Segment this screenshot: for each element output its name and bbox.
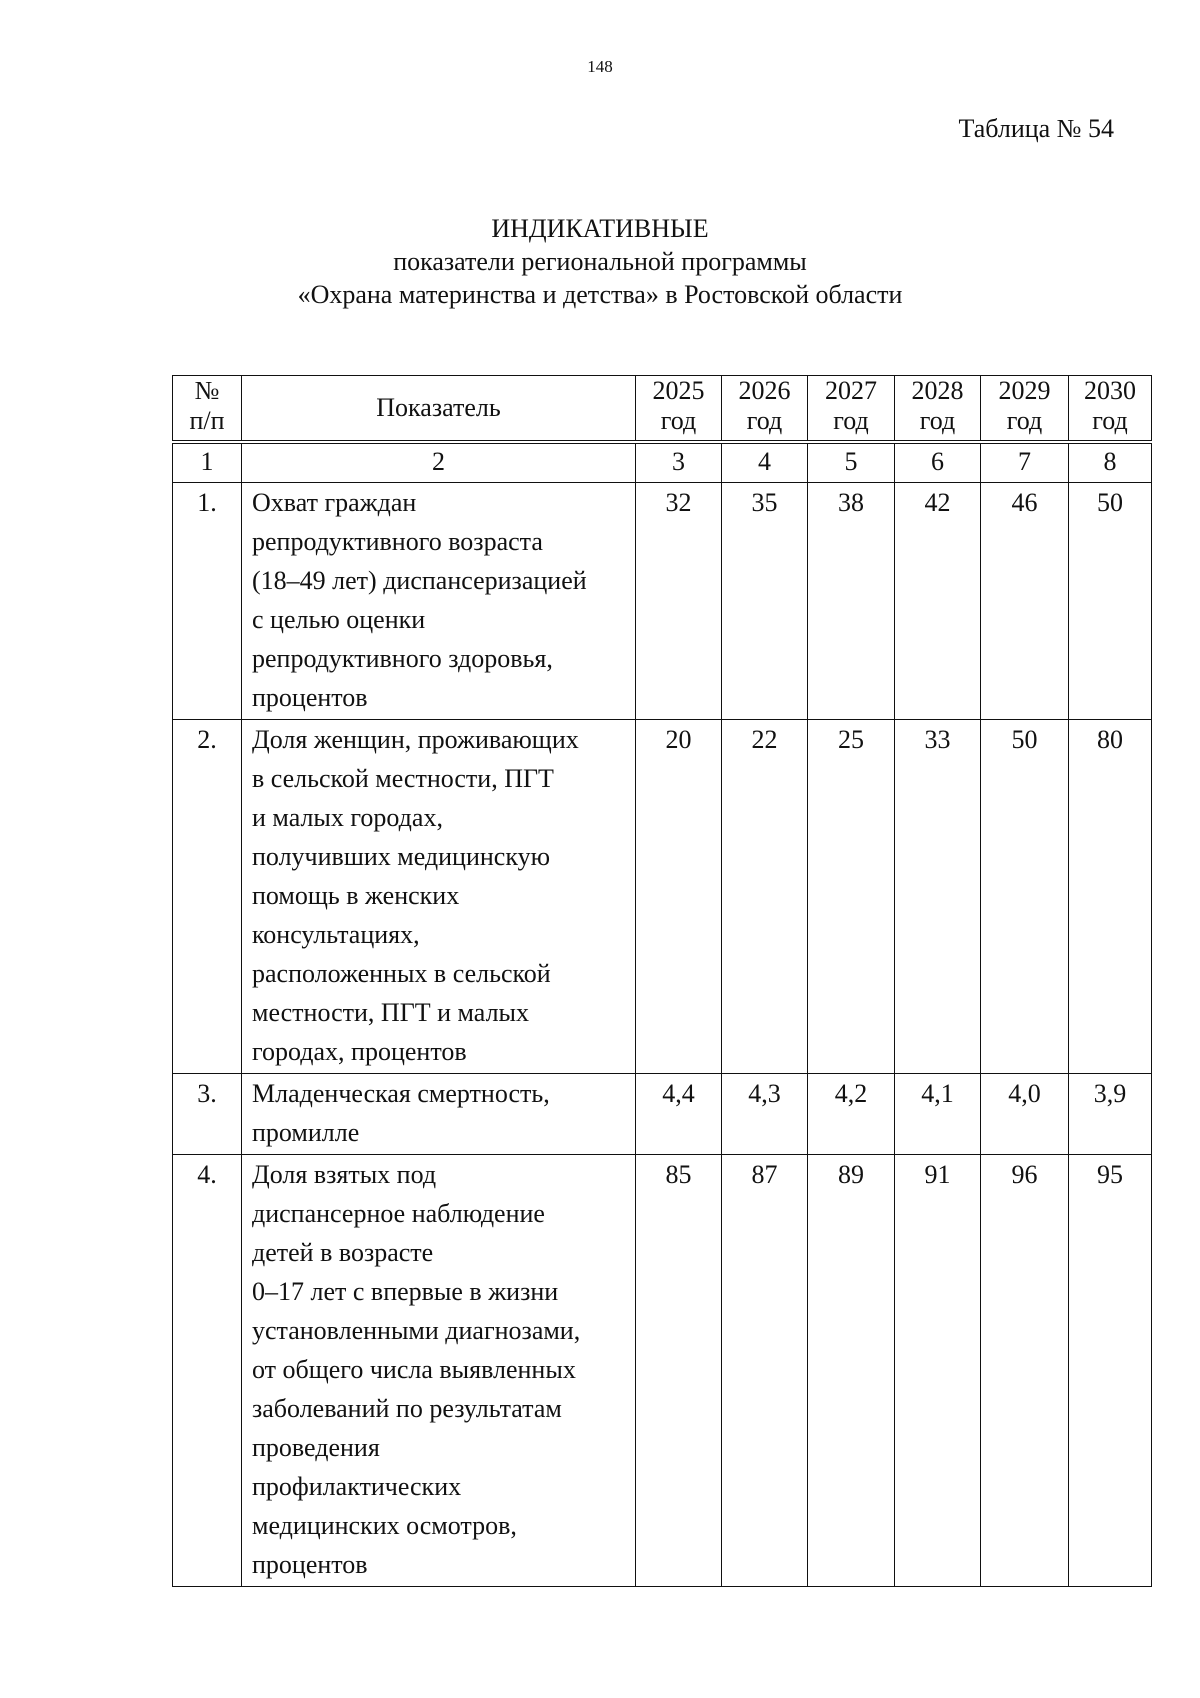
column-numbers-row <box>173 442 1152 483</box>
indicator-value: 25 <box>808 720 895 1074</box>
column-number: 5 <box>808 442 895 483</box>
table-number: Таблица № 54 <box>958 114 1114 143</box>
header-year: 2027 год <box>808 376 895 443</box>
row-number: 3. <box>173 1074 242 1155</box>
row-number: 4. <box>173 1155 242 1587</box>
indicator-value: 4,3 <box>722 1074 808 1155</box>
indicator-text: Доля взятых под диспансерное наблюдение детей в возрасте 0–17 лет с впервые в жизни установленными диагнозами, от общего числа выявленных заболеваний по результатам проведения профилактических медицинских осмотров, процентов <box>242 1155 636 1587</box>
indicator-value: 4,2 <box>808 1074 895 1155</box>
indicator-value: 4,4 <box>636 1074 722 1155</box>
indicator-value: 35 <box>722 483 808 720</box>
indicator-value: 91 <box>895 1155 981 1587</box>
title-line-3: «Охрана материнства и детства» в Ростовской области <box>297 280 903 309</box>
indicator-value: 89 <box>808 1155 895 1587</box>
indicators-table <box>172 375 1152 1587</box>
indicator-value: 95 <box>1069 1155 1152 1587</box>
column-number: 8 <box>1069 442 1152 483</box>
header-num: № п/п <box>173 376 242 443</box>
indicator-value: 4,0 <box>981 1074 1069 1155</box>
header-year: 2026 год <box>722 376 808 443</box>
document-title <box>0 212 1200 311</box>
table-row <box>173 720 1152 1074</box>
header-year: 2028 год <box>895 376 981 443</box>
indicator-text: Охват граждан репродуктивного возраста (18–49 лет) диспансеризацией с целью оценки репродуктивного здоровья, процентов <box>242 483 636 720</box>
table-row <box>173 483 1152 720</box>
indicator-value: 80 <box>1069 720 1152 1074</box>
indicator-value: 4,1 <box>895 1074 981 1155</box>
indicator-value: 3,9 <box>1069 1074 1152 1155</box>
row-number: 2. <box>173 720 242 1074</box>
header-year: 2030 год <box>1069 376 1152 443</box>
indicator-text: Младенческая смертность, промилле <box>242 1074 636 1155</box>
table-row <box>173 1155 1152 1587</box>
column-number: 1 <box>173 442 242 483</box>
indicator-value: 38 <box>808 483 895 720</box>
indicator-value: 50 <box>1069 483 1152 720</box>
indicator-value: 20 <box>636 720 722 1074</box>
indicator-value: 33 <box>895 720 981 1074</box>
indicator-value: 96 <box>981 1155 1069 1587</box>
header-indicator: Показатель <box>242 376 636 443</box>
indicator-value: 46 <box>981 483 1069 720</box>
indicator-value: 87 <box>722 1155 808 1587</box>
table-header-row <box>173 376 1152 443</box>
header-year: 2029 год <box>981 376 1069 443</box>
column-number: 6 <box>895 442 981 483</box>
column-number: 3 <box>636 442 722 483</box>
indicator-value: 50 <box>981 720 1069 1074</box>
row-number: 1. <box>173 483 242 720</box>
column-number: 4 <box>722 442 808 483</box>
indicator-value: 42 <box>895 483 981 720</box>
indicator-value: 85 <box>636 1155 722 1587</box>
column-number: 7 <box>981 442 1069 483</box>
title-line-2: показатели региональной программы <box>393 247 807 276</box>
page-number: 148 <box>587 57 613 76</box>
table-row <box>173 1074 1152 1155</box>
header-year: 2025 год <box>636 376 722 443</box>
indicator-text: Доля женщин, проживающих в сельской местности, ПГТ и малых городах, получивших медицинскую помощь в женских консультациях, расположенных в сельской местности, ПГТ и малых городах, процентов <box>242 720 636 1074</box>
indicator-value: 22 <box>722 720 808 1074</box>
title-line-1: ИНДИКАТИВНЫЕ <box>491 214 709 243</box>
indicator-value: 32 <box>636 483 722 720</box>
column-number: 2 <box>242 442 636 483</box>
